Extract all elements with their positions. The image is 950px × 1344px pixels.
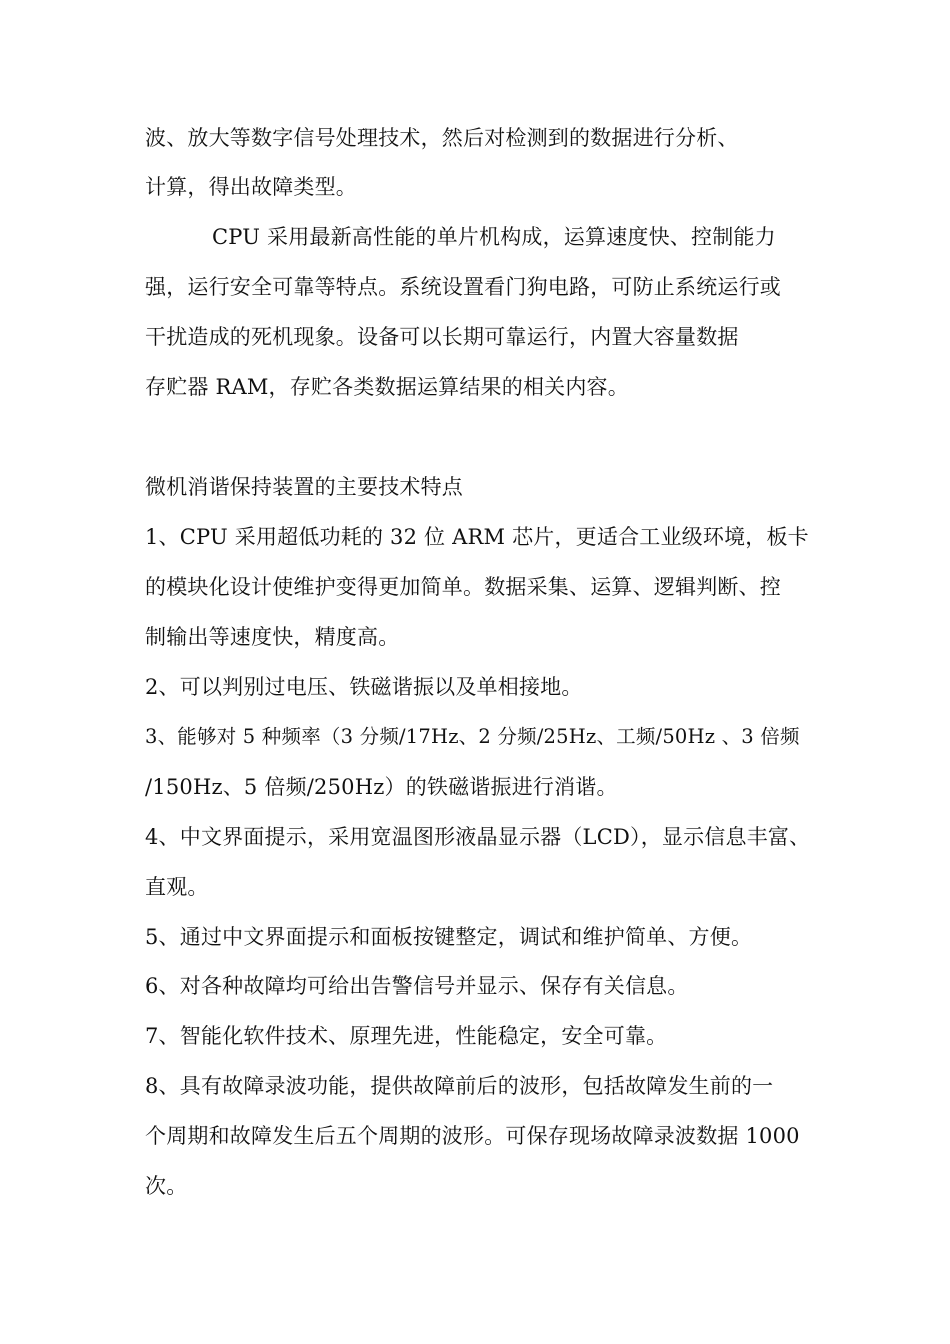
list-item: 6、对各种故障均可给出告警信号并显示、保存有关信息。 [145,974,689,998]
text-line: 次。 [145,1174,188,1198]
list-item: 2、可以判别过电压、铁磁谐振以及单相接地。 [145,675,583,699]
text-line: 强，运行安全可靠等特点。系统设置看门狗电路，可防止系统运行或 [145,275,781,299]
list-item: 1、CPU 采用超低功耗的 32 位 ARM 芯片，更适合工业级环境，板卡 [145,525,809,549]
list-item: 4、中文界面提示，采用宽温图形液晶显示器（LCD），显示信息丰富、 [145,825,811,849]
text-line: 计算，得出故障类型。 [145,175,357,199]
list-item: 8、具有故障录波功能，提供故障前后的波形，包括故障发生前的一 [145,1074,774,1098]
text-line: 制输出等速度快，精度高。 [145,625,400,649]
text-line: 干扰造成的死机现象。设备可以长期可靠运行，内置大容量数据 [145,325,739,349]
paragraph-first-line: CPU 采用最新高性能的单片机构成，运算速度快、控制能力 [212,225,776,249]
text-line: 波、放大等数字信号处理技术，然后对检测到的数据进行分析、 [145,126,739,150]
section-heading: 微机消谐保持装置的主要技术特点 [145,475,463,499]
list-item: 7、智能化软件技术、原理先进，性能稳定，安全可靠。 [145,1024,668,1048]
text-line: 存贮器 RAM，存贮各类数据运算结果的相关内容。 [145,375,629,399]
text-line: 的模块化设计使维护变得更加简单。数据采集、运算、逻辑判断、控 [145,575,781,599]
text-line: /150Hz、5 倍频/250Hz）的铁磁谐振进行消谐。 [145,775,618,799]
text-line: 直观。 [145,875,209,899]
text-line: 个周期和故障发生后五个周期的波形。可保存现场故障录波数据 1000 [145,1124,800,1148]
list-item: 5、通过中文界面提示和面板按键整定，调试和维护简单、方便。 [145,925,753,949]
list-item: 3、能够对 5 种频率（3 分频/17Hz、2 分频/25Hz、工频/50Hz 、3 倍频 [145,725,800,748]
